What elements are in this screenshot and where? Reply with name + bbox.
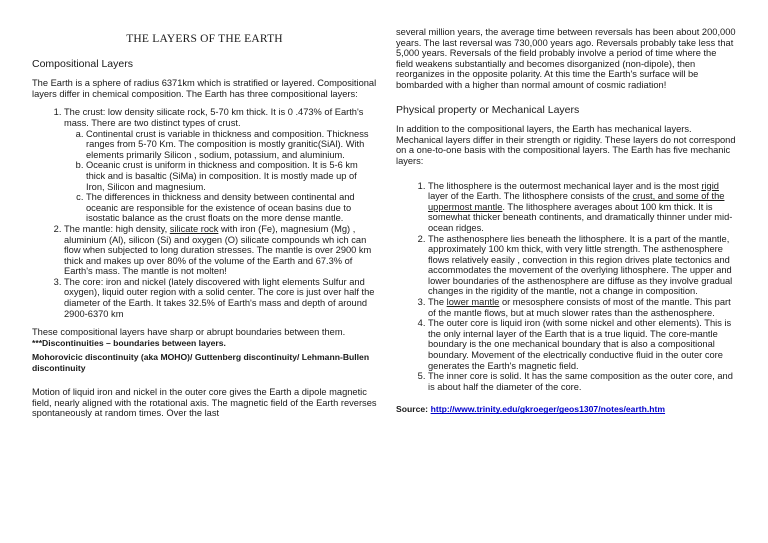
mantle-silicate-rock: silicate rock [169,223,219,234]
mantle-text-pre: The mantle: high density, [64,223,168,234]
litho-text-3: . The lithosphere averages about 100 km thick. It is somewhat thicker beneath continents, and dramatically thinner under mid-ocean ridges. [428,201,733,233]
magnetic-field-paragraph: Motion of liquid iron and nickel in the outer core gives the Earth a dipole magnetic field, nearly aligned with the rotational axis. The magnetic field of the Earth reverses spontaneously at random times. Over the last [32,387,377,419]
mechanical-list [396,181,736,393]
mechanical-heading: Physical property or Mechanical Layers [396,103,580,116]
list-item-core: 3. The core: iron and nickel (lately discovered with light elements Sulfur and oxygen), liquid outer region with a solid center. The core is just over half the diameter of the Earth. It takes 32.5% of Earth's mass and depth of around 2900-6370 km [64,277,377,319]
list-item-mesosphere [428,297,736,318]
meso-text-1: The [428,297,445,308]
crust-sublist [64,129,377,224]
litho-text-1: The lithosphere is the outermost mechanical layer and is the most [428,180,699,191]
litho-crust-mantle: crust, and some of the uppermost mantle [428,191,725,212]
crust-text: The crust: low density silicate rock, 5-70 km thick. It is 0 .473% of Earth's mass. There are two distinct types of crust. [64,107,364,128]
meso-text-2: or mesosphere consists of most of the mantle. This part of the mantle flows, but at much slower rates than the asthenosphere. [428,297,731,318]
litho-text-2: layer of the Earth. The lithosphere consists of the [428,191,630,202]
reversal-paragraph: several million years, the average time between reversals has been about 200,000 years. The last reversal was 730,000 years ago. Reversals probably take less that 5,000 years. Reversals of the field probably involve a period of time where the field weakens substantially and becomes disorganized (non-dipole), then reorganizes in the opposite polarity. At this time the Earth's surface will be bombarded with a higher than normal amount of cosmic radiation! [396,27,736,90]
discontinuities-note: ***Discontinuities – boundaries between layers. [32,337,226,348]
list-item-mantle [64,224,377,277]
compositional-list [32,107,377,319]
mantle-text-post: with iron (Fe), magnesium (Mg) , aluminium (Al), silicon (Si) and oxygen (O) silicate compounds wh ich can flow when subjected to long duration stresses. The mantle is over 2900 km thick and makes up over 80% of the volume of the Earth and 67.3% of Earth's mass. The mantle is not molten! [64,223,372,277]
list-item-differences: c. The differences in thickness and density between continental and oceanic are responsible for the existence of ocean basins due to isostatic balance as the crust floats on the more dense mantle. [86,192,377,224]
left-column [32,0,377,427]
list-item-inner-core: 5. The inner core is solid. It has the same composition as the outer core, and is about half the diameter of the core. [428,371,736,392]
compositional-heading: Compositional Layers [32,57,133,70]
list-item-lithosphere [428,181,736,234]
list-item-continental: a. Continental crust is variable in thickness and composition. Thickness ranges from 5-70 Km. The composition is mostly granitic(SiAl). With elements primarily Silicon , sodium, potassium, and aluminium. [86,129,377,161]
source-label: Source: [396,404,428,415]
list-item-crust [64,107,377,224]
page-title: THE LAYERS OF THE EARTH [126,33,283,45]
list-item-oceanic: b. Oceanic crust is uniform in thickness and composition. It is 5-6 km thick and is basaltic (SiMa) in composition. It is mostly made up of Iron, Silicon and magnesium. [86,160,377,192]
boundaries-text: These compositional layers have sharp or abrupt boundaries between them. [32,327,346,338]
mechanical-intro: In addition to the compositional layers, the Earth has mechanical layers. Mechanical layers differ in their strength or rigidity. These layers do not correspond on a one-to-one basis with the compositional layers. The Earth has five mechanic layers: [396,124,736,166]
meso-lower-mantle: lower mantle [446,297,500,308]
discontinuity-names: Mohorovicic discontinuity (aka MOHO)/ Guttenberg discontinuity/ Lehmann-Bullen discontinuity [32,352,370,373]
list-item-asthenosphere: 2. The asthenosphere lies beneath the lithosphere. It is a part of the mantle, approximately 100 km thick, with very little strength. The asthenosphere flows relatively easily , convection in this region drives plate tectonics and accommodates the movement of the overlying lithosphere. The upper and lower boundaries of the asthenosphere are diffuse as they involve gradual changes in the rigidity of the mantle, not a change in composition. [428,234,736,298]
right-column [396,0,736,423]
compositional-intro: The Earth is a sphere of radius 6371km which is stratified or layered. Compositional layers differ in chemical composition. The Earth has three compositional layers: [32,78,377,99]
boundaries-paragraph [32,327,377,348]
list-item-outer-core: 4. The outer core is liquid iron (with some nickel and other elements). This is the only internal layer of the Earth that is a true liquid. The core-mantle boundary is the one mechanical boundary that is also a compositional boundary. Movement of the electrically conductive fluid in the outer core generates the Earth's magnetic field. [428,318,736,371]
source-link[interactable]: http://www.trinity.edu/gkroeger/geos1307/notes/earth.htm [430,404,666,415]
litho-rigid: rigid [701,180,719,191]
source-line [396,404,736,415]
